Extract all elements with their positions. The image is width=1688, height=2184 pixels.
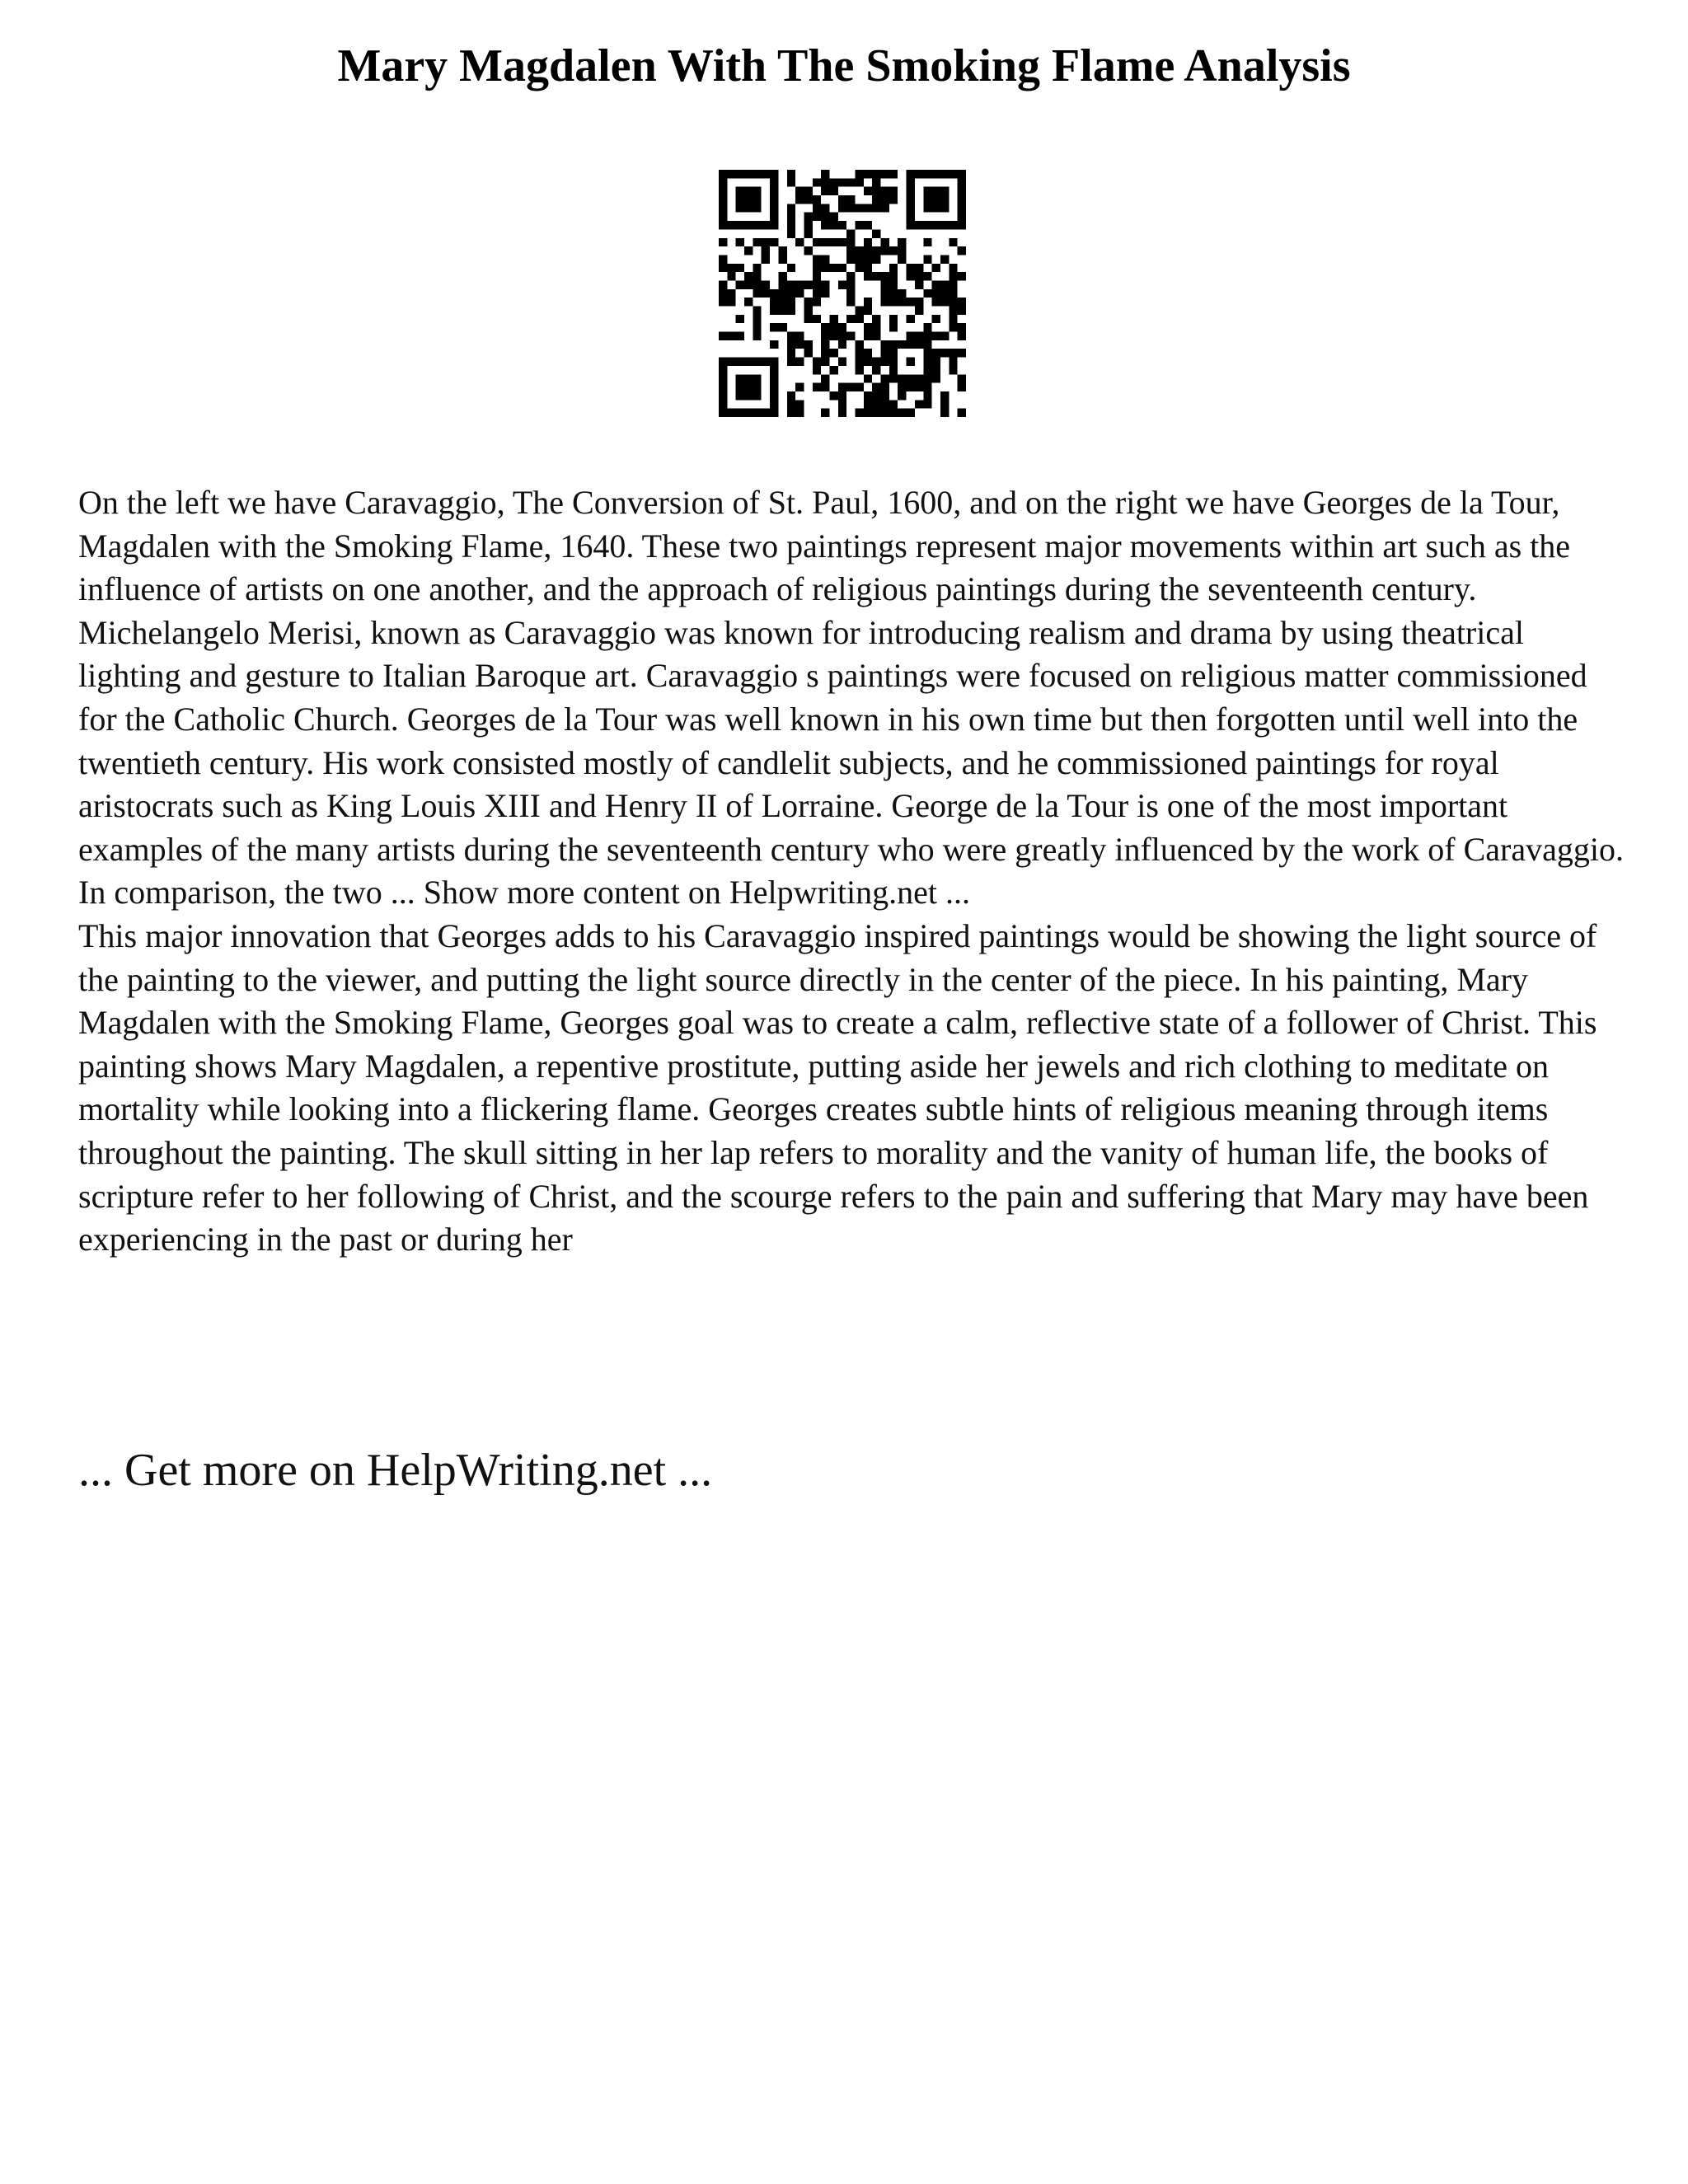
get-more-link[interactable]: ... Get more on HelpWriting.net ... bbox=[78, 1445, 713, 1496]
qr-code-icon[interactable] bbox=[719, 170, 966, 417]
article-body bbox=[78, 481, 1628, 1262]
page-title: Mary Magdalen With The Smoking Flame Analysis bbox=[337, 40, 1351, 91]
paragraph-innovation: This major innovation that Georges adds to his Caravaggio inspired paintings would be showing the light source of the painting to the viewer, and putting the light source directly in the center of the piece. In his painting, Mary Magdalen with the Smoking Flame, Georges goal was to create a calm, reflective state of a follower of Christ. This painting shows Mary Magdalen, a repentive prostitute, putting aside her jewels and rich clothing to meditate on mortality while looking into a flickering flame. Georges creates subtle hints of religious meaning through items throughout the painting. The skull sitting in her lap refers to morality and the vanity of human life, the books of scripture refer to her following of Christ, and the scourge refers to the pain and suffering that Mary may have been experiencing in the past or during her bbox=[78, 916, 1597, 1258]
paragraph-intro: On the left we have Caravaggio, The Conversion of St. Paul, 1600, and on the right we have Georges de la Tour, Magdalen with the Smoking Flame, 1640. These two paintings represent major movements within art such as the influence of artists on one another, and the approach of religious paintings during the seventeenth century. Michelangelo Merisi, known as Caravaggio was known for introducing realism and drama by using theatrical lighting and gesture to Italian Baroque art. Caravaggio s paintings were focused on religious matter commissioned for the Catholic Church. Georges de la Tour was well known in his own time but then forgotten until well into the twentieth century. His work consisted mostly of candlelit subjects, and he commissioned paintings for royal aristocrats such as King Louis XIII and Henry II of Lorraine. George de la Tour is one of the most important examples of the many artists during the seventeenth century who were greatly influenced by the work of Caravaggio. bbox=[78, 484, 1624, 868]
paragraph-show-more: In comparison, the two ... Show more content on Helpwriting.net ... bbox=[78, 874, 971, 912]
